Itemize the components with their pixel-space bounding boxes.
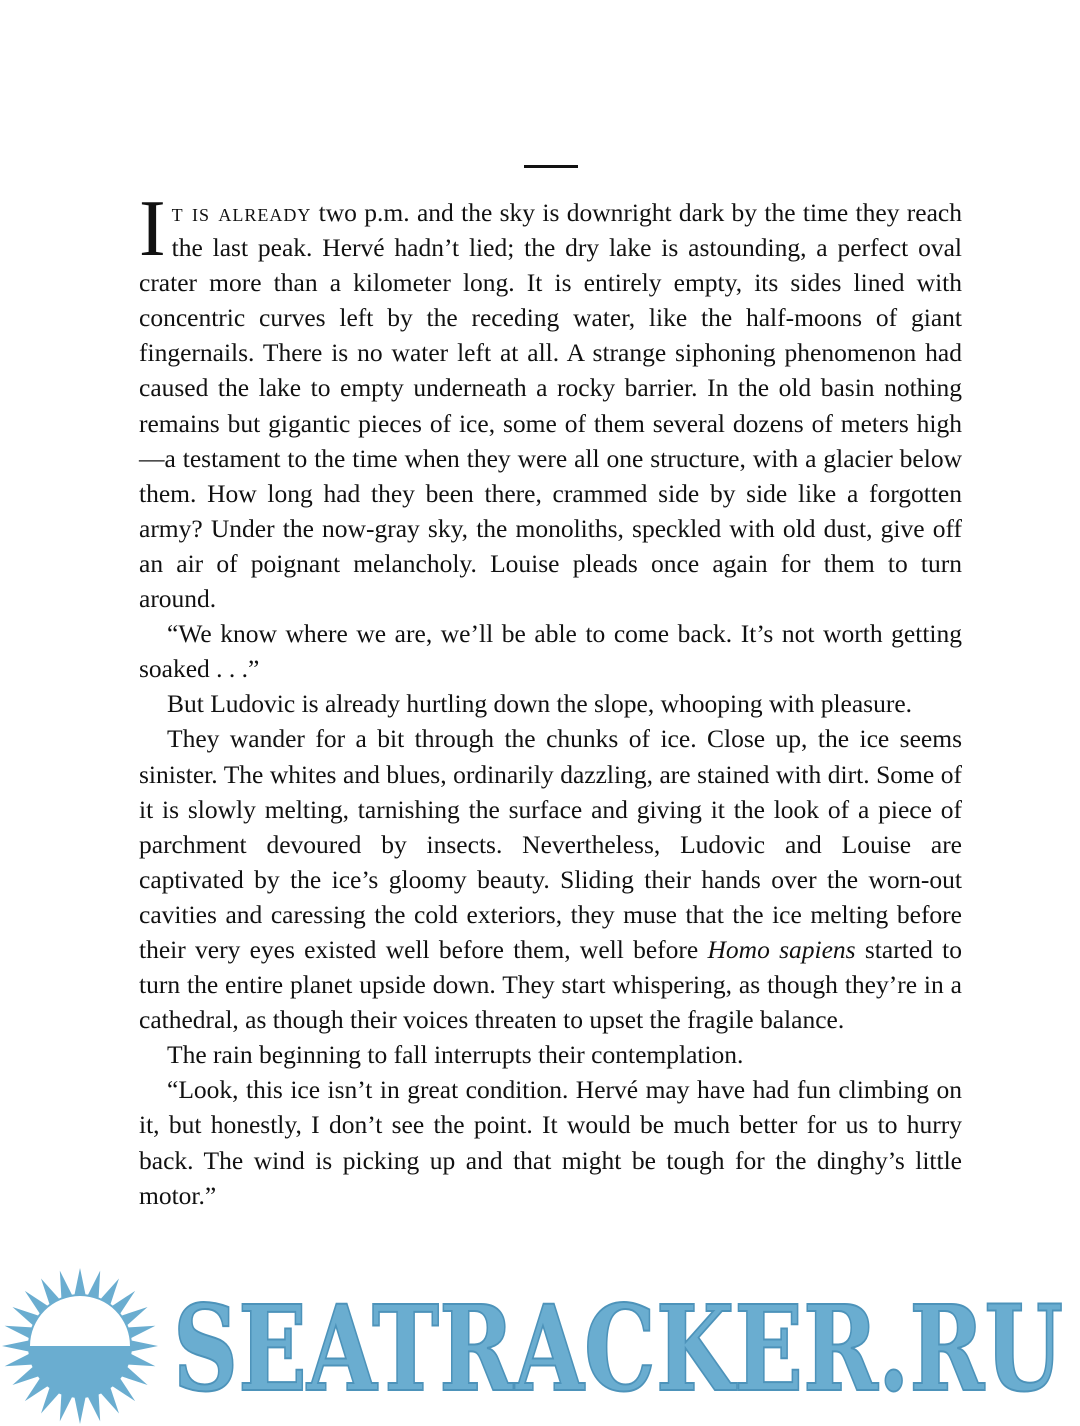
paragraph-4-text-a: They wander for a bit through the chunks of ice. Close up, the ice seems sinister. The whites and blues, ordinarily dazzling, are stained with dirt. Some of it is slowly melting, tarnishing the surface and giving it the look of a piece of parchment devoured by insects. Nevertheless, Ludovic and Louise are captivated by the ice’s gloomy beauty. Sliding their hands over the worn-out cavities and caressing the cold exteriors, they muse that the ice melting before their very eyes existed well before them, well before: [139, 724, 962, 964]
lead-in-smallcaps: t is already: [171, 198, 312, 227]
sun-ray: [2, 1340, 30, 1352]
watermark: [0, 1262, 1080, 1425]
paragraph-1-text: two p.m. and the sky is downright dark by the time they reach the last peak. Hervé hadn’t lied; the dry lake is astounding, a perfect oval crater more than a kilometer long. It is entirely empty, its sides lined with concentric curves left by the receding water, like the half-moons of giant fingernails. There is no water left at all. A strange siphoning phenomenon had caused the lake to empty underneath a rocky barrier. In the old basin nothing remains but gigantic pieces of ice, some of them several dozens of meters high—a testament to the time when they were all one structure, with a glacier below them. How long had they been there, crammed side by side like a forgotten army? Under the now-gray sky, the monoliths, speckled with old dust, give off an air of poignant melancholy. Louise pleads once again for them to turn around.: [139, 198, 962, 614]
paragraph-4: [139, 721, 962, 1037]
watermark-text: [168, 1282, 1068, 1402]
paragraph-2: “We know where we are, we’ll be able to come back. It’s not worth getting soaked . . .”: [139, 619, 962, 684]
sun-ray: [74, 1268, 86, 1296]
drop-cap: I: [139, 185, 166, 273]
sun-ray: [74, 1396, 86, 1424]
section-break-rule: [524, 165, 578, 168]
paragraph-3: But Ludovic is already hurtling down the slope, whooping with pleasure.: [167, 689, 913, 719]
paragraph-1: [139, 185, 962, 616]
sun-icon: [0, 1266, 160, 1426]
paragraph-5: The rain beginning to fall interrupts their contemplation.: [167, 1040, 744, 1070]
chapter-text: [139, 185, 962, 1213]
paragraph-6: “Look, this ice isn’t in great condition. Hervé may have had fun climbing on it, but honestly, I don’t see the point. It would be much better for us to hurry back. The wind is picking up and that might be tough for the dinghy’s little motor.”: [139, 1075, 962, 1210]
paragraph-4-text-b: started to turn the entire planet upside down. They start whispering, as though they’re in a cathedral, as though their voices threaten to upset the fragile balance.: [139, 934, 962, 1035]
paragraph-4-italic: Homo sapiens: [707, 934, 856, 964]
sun-ray: [130, 1340, 158, 1352]
watermark-label: SEATRACKER.RU: [173, 1282, 1063, 1402]
